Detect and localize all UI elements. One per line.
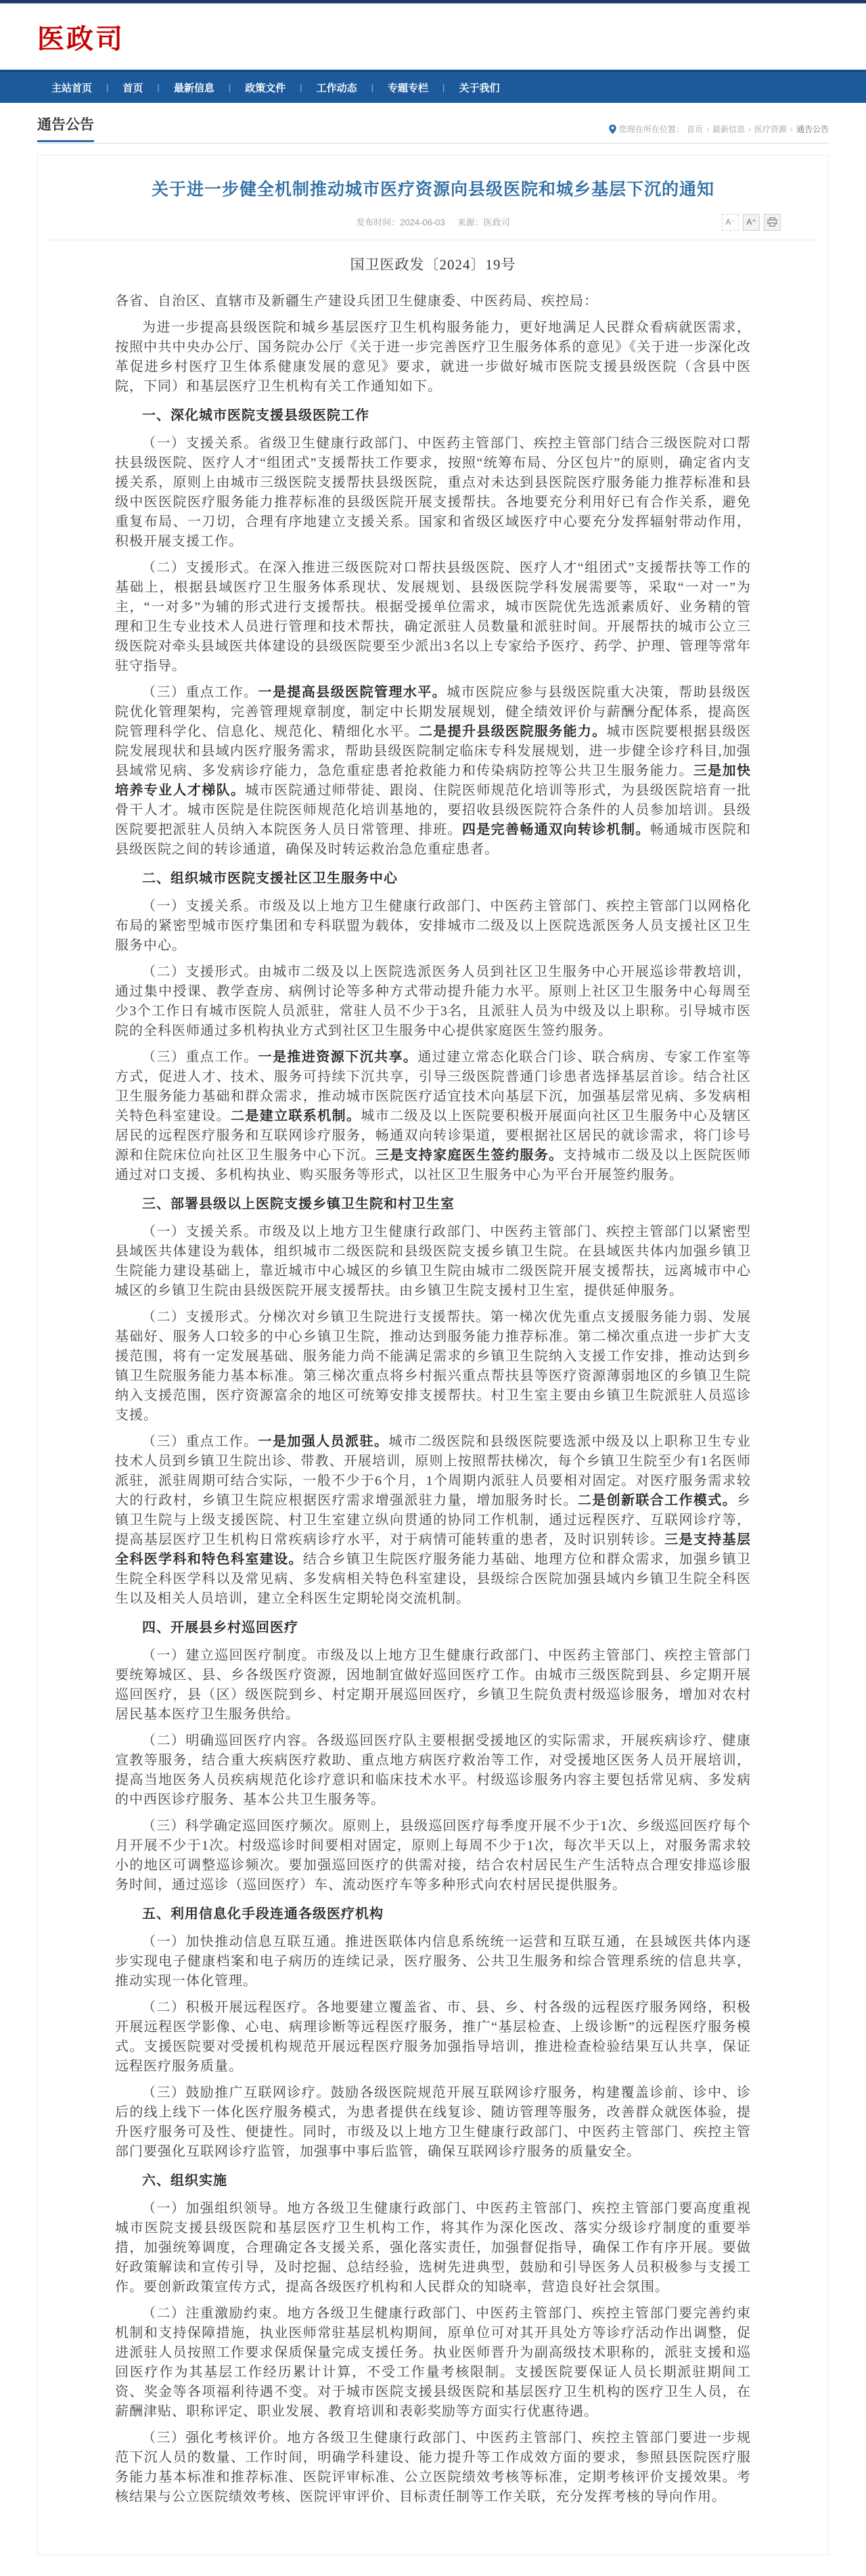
- bold-run: 三是支持家庭医生签约服务。: [375, 1147, 564, 1163]
- body-paragraph: [115, 1998, 751, 2077]
- breadcrumb-separator: ›: [748, 125, 751, 134]
- body-paragraph: [115, 2083, 751, 2162]
- bold-run: 六、组织实施: [142, 2173, 227, 2188]
- text-run: （二）支援形式。在深入推进三级医院对口帮扶县级医院、医疗人才“组团式”支援帮扶等工作的基础上，根据县域医疗卫生服务体系现状、发展规划、县级医院学科发展需要等，采取“一对一”为主，“一对多”为辅的形式进行支援帮扶。根据受援单位需求，城市医院优先选派素质好、业务精的管理和卫生专业技术人员进行管理和技术帮扶，确定派驻人员数量和派驻时间。开展帮扶的城市公立三级医院对牵头县域医共体建设的县级医院要至少派出3名以上专家给予医疗、药学、护理、管理等常年驻守指导。: [115, 560, 751, 673]
- nav-item-4[interactable]: 政策文件: [245, 82, 286, 94]
- font-decrease-button[interactable]: A⁻: [722, 214, 739, 231]
- source-value: 医政司: [483, 217, 510, 227]
- breadcrumb-separator: ›: [790, 125, 793, 134]
- main-nav: [0, 70, 866, 103]
- body-paragraph: [115, 962, 751, 1041]
- source-label: 来源：: [457, 217, 484, 227]
- text-run: 为进一步提高县级医院和城乡基层医疗卫生机构服务能力，更好地满足人民群众看病就医需求，按照中共中央办公厅、国务院办公厅《关于进一步完善医疗卫生服务体系的意见》《关于进一步深化改革促进乡村医疗卫生体系健康发展的意见》要求，就进一步做好城市医院支援县级医院（含县中医院，下同）和基层医疗卫生机构有关工作通知如下。: [115, 319, 751, 394]
- nav-separator: |: [371, 82, 374, 93]
- bold-run: 二是创新联合工作模式。: [577, 1492, 737, 1508]
- text-run: （三）重点工作。: [142, 1434, 258, 1449]
- text-run: （三）重点工作。: [142, 684, 258, 700]
- nav-item-5[interactable]: 工作动态: [316, 82, 357, 94]
- body-paragraph: [115, 1817, 751, 1895]
- text-run: （一）加快推动信息互联互通。推进医联体内信息系统统一运营和互联互通，在县域医共体内逐步实现电子健康档案和电子病历的连续记录，医疗服务、公共卫生服务和综合管理系统的信息共享，推动实现一体化管理。: [115, 1934, 751, 1989]
- article-toolbar: [722, 214, 781, 231]
- text-run: （一）支援关系。市级及以上地方卫生健康行政部门、中医药主管部门、疾控主管部门以紧密型县域医共体建设为载体，组织城市二级医院和县级医院支援乡镇卫生院。在县域医共体内加强乡镇卫生院能力建设基础上，靠近城市中心城区的乡镇卫生院由城市二级医院开展支援帮扶，远离城市中心城区的乡镇卫生院由县级医院开展支援帮扶。由乡镇卫生院支援村卫生室，提供延伸服务。: [115, 1224, 751, 1298]
- article-body: [115, 292, 751, 2507]
- text-run: 各省、自治区、直辖市及新疆生产建设兵团卫生健康委、中医药局、疾控局：: [115, 293, 598, 309]
- bold-run: 二是建立联系机制。: [230, 1108, 361, 1124]
- text-run: 城市医院通过师带徒、跟岗、住院医师规范化培训等形式，为县级医院培育一批骨干人才。城市医院是住院医师规范化培训基地的，要招收县级医院符合条件的人员参加培训。县级医院要把派驻人员纳入本院医务人员日常管理、排班。: [115, 782, 752, 837]
- bold-run: 四是完善畅通双向转诊机制。: [461, 822, 650, 837]
- section-heading: [115, 406, 751, 426]
- nav-item-2[interactable]: 首页: [122, 82, 143, 94]
- text-run: （二）明确巡回医疗内容。各级巡回医疗队主要根据受援地区的实际需求，开展疾病诊疗、健康宣教等服务，结合重大疾病医疗救助、重点地方病医疗救治等工作，对受援地区医务人员开展培训，提高当地医务人员疾病规范化诊疗意识和临床技术水平。村级巡诊服务内容主要包括常见病、多发病的中西医诊疗服务、基本公共卫生服务等。: [115, 1733, 751, 1807]
- body-paragraph: [115, 897, 751, 956]
- section-heading: [115, 1905, 751, 1924]
- breadcrumb-links: [687, 123, 829, 135]
- nav-item-1[interactable]: 主站首页: [51, 82, 93, 94]
- bold-run: 一是提高县级医院管理水平。: [258, 684, 447, 700]
- nav-separator: |: [157, 82, 160, 93]
- text-run: 结合乡镇卫生院医疗服务能力基础、地理方位和群众需求，加强乡镇卫生院全科医学科以及常见病、多发病相关特色科室建设，县级综合医院加强县域内乡镇卫生院全科医生以及相关人员培训，建立全科医生定期轮岗交流机制。: [115, 1551, 752, 1606]
- nav-item-6[interactable]: 专题专栏: [388, 82, 429, 94]
- bold-run: 二、组织城市医院支援社区卫生服务中心: [142, 870, 398, 886]
- bold-run: 二是提升县级医院服务能力。: [418, 724, 607, 739]
- nav-separator: |: [228, 82, 231, 93]
- text-run: （二）支援形式。由城市二级及以上医院选派医务人员到社区卫生服务中心开展巡诊带教培训，通过集中授课、教学查房、病例讨论等多种方式带动提升能力水平。原则上社区卫生服务中心每周至少3个工作日有城市医院人员派驻，常驻人员不少于3名，且派驻人员为中级及以上职称。引导城市医院的全科医师通过多机构执业方式到社区卫生服务中心提供家庭医生签约服务。: [115, 964, 751, 1038]
- text-run: （三）科学确定巡回医疗频次。原则上，县级巡回医疗每季度开展不少于1次、乡级巡回医疗每个月开展不少于1次。村级巡诊时间要相对固定，原则上每周不少于1次，每次半天以上，对服务需求较小的地区可调整巡诊频次。要加强巡回医疗的供需对接，结合农村居民生产生活特点合理安排巡诊服务时间，通过巡诊（巡回医疗）车、流动医疗车等多种形式向农村居民提供服务。: [115, 1818, 751, 1892]
- breadcrumb-prefix: 您现在所在位置：: [618, 125, 684, 134]
- nav-separator: |: [106, 82, 109, 93]
- article-title: 关于进一步健全机制推动城市医疗资源向县级医院和城乡基层下沉的通知: [151, 180, 714, 199]
- breadcrumb-link-3[interactable]: 医疗资源: [754, 125, 787, 134]
- section-heading: [115, 2171, 751, 2191]
- text-run: 支持城市二级及以上医院医师通过对口支援、多机构执业、购买服务等形式，以社区卫生服务中心为平台开展签约服务。: [115, 1147, 752, 1182]
- body-paragraph: [115, 1222, 751, 1301]
- body-paragraph: [115, 1932, 751, 1991]
- body-paragraph: [115, 2304, 751, 2422]
- nav-item-7[interactable]: 关于我们: [459, 82, 500, 94]
- print-button[interactable]: [764, 214, 781, 231]
- text-run: 通过建立常态化联合门诊、联合病房、专家工作室等方式，促进人才、技术、服务可持续下沉共享，引导三级医院普通门诊患者选择基层首诊。结合社区卫生服务能力基础和群众需求，推动城市医院医疗适宜技术向基层下沉，加强基层常见病、多发病相关特色科室建设。: [115, 1049, 752, 1124]
- text-run: 城市二级医院和县级医院要选派中级及以上职称卫生专业技术人员到乡镇卫生院出诊、带教、开展培训，原则上按照帮扶梯次，每个乡镇卫生院至少有1名医师派驻，派驻周期可结合实际，一般不少于6个月，1个周期内派驻人员要相对固定。对医疗服务需求较大的行政村，乡镇卫生院应根据医疗需求增强派驻力量，增加服务时长。: [115, 1434, 752, 1508]
- body-paragraph: [115, 1048, 751, 1185]
- body-paragraph: [115, 1308, 751, 1425]
- text-run: 城市二级及以上医院要积极开展面向社区卫生服务中心及辖区居民的远程医疗服务和互联网诊疗服务，畅通双向转诊渠道，要根据社区居民的就诊需求，将门诊号源和住院床位向社区卫生服务中心下沉。: [115, 1108, 752, 1163]
- bold-run: 一是加强人员派驻。: [258, 1434, 389, 1449]
- publish-time-label: 发布时间：: [356, 217, 401, 227]
- site-header: [0, 3, 866, 70]
- text-run: （一）支援关系。市级及以上地方卫生健康行政部门、中医药主管部门、疾控主管部门以网格化布局的紧密型城市医疗集团和专科联盟为载体，安排城市二级及以上医院选派医务人员支援社区卫生服务中心。: [115, 898, 751, 953]
- text-run: （二）注重激励约束。地方各级卫生健康行政部门、中医药主管部门、疾控主管部门要完善约束机制和支持保障措施，执业医师常驻基层机构期间，原单位可对其开具处方等诊疗活动作出调整，促进派驻人员按照工作要求保质保量完成支援任务。执业医师晋升为副高级技术职称的，派驻支援和巡回医疗作为其基层工作经历累计计算，不受工作量考核限制。支援医院要保证人员长期派驻期间工资、奖金等各项福利待遇不变。对于城市医院支援县级医院和基层医疗卫生机构的医疗卫生人员，在薪酬津贴、职称评定、职业发展、教育培训和表彰奖励等方面实行优惠待遇。: [115, 2305, 751, 2419]
- font-increase-button[interactable]: A⁺: [743, 214, 760, 231]
- bold-run: 三是加快培养专业人才梯队。: [115, 763, 752, 798]
- location-pin-icon: [609, 125, 616, 134]
- text-run: （二）支援形式。分梯次对乡镇卫生院进行支援帮扶。第一梯次优先重点支援服务能力弱、发展基础好、服务人口较多的中心乡镇卫生院，推动达到服务能力推荐标准。第二梯次重点进一步扩大支援范围，将有一定发展基础、服务能力尚不能满足需求的乡镇卫生院纳入支援工作安排，推动达到乡镇卫生院服务能力基本标准。第三梯次重点将乡村振兴重点帮扶县等医疗资源薄弱地区的乡镇卫生院纳入支援范围，医疗资源富余的地区可统筹安排支援帮扶。村卫生室主要由乡镇卫生院派驻人员巡诊支援。: [115, 1309, 751, 1423]
- publish-time-value: 2024-06-03: [400, 217, 445, 227]
- breadcrumb: [609, 123, 829, 135]
- bold-run: 三、部署县级以上医院支援乡镇卫生院和村卫生室: [142, 1196, 455, 1212]
- bold-run: 一、深化城市医院支援县级医院工作: [142, 407, 369, 423]
- text-run: 城市医院应参与县级医院重大决策，帮助县级医院优化管理架构，完善管理规章制度，制定中长期发展规划，健全绩效评价与薪酬分配体系，提高医院管理科学化、信息化、规范化、精细化水平。: [115, 684, 752, 739]
- section-heading: [115, 1618, 751, 1638]
- body-paragraph: [115, 2199, 751, 2297]
- page-section-title: 通告公告: [37, 114, 94, 142]
- body-paragraph: [115, 434, 751, 552]
- text-run: （一）加强组织领导。地方各级卫生健康行政部门、中医药主管部门、疾控主管部门要高度重视城市医院支援县级医院和基层医疗卫生机构工作，将其作为深化医改、落实分级诊疗制度的重要举措，加强统筹调度，合理确定各支援关系，强化落实责任，加强督促指导，确保工作有序开展。要做好政策解读和宣传引导，及时挖掘、总结经验，选树先进典型，鼓励和引导医务人员积极参与支援工作。要创新政策宣传方式，提高各级医疗机构和人民群众的知晓率，营造良好社会氛围。: [115, 2200, 751, 2294]
- bold-run: 四、开展县乡村巡回医疗: [142, 1620, 298, 1635]
- text-run: 畅通城市医院和县级医院之间的转诊通道，确保及时转运救治急危重症患者。: [115, 822, 752, 857]
- printer-icon: [767, 217, 777, 227]
- breadcrumb-link-2[interactable]: 最新信息: [712, 125, 745, 134]
- site-logo[interactable]: 医政司: [37, 24, 124, 54]
- text-run: （一）建立巡回医疗制度。市级及以上地方卫生健康行政部门、中医药主管部门、疾控主管部门要统筹城区、县、乡各级医疗资源，因地制宜做好巡回医疗工作。由城市三级医院到县、乡定期开展巡回医疗，县（区）级医院到乡、村定期开展巡回医疗，乡镇卫生院负责村级巡诊服务，增加对农村居民基本医疗卫生服务供给。: [115, 1647, 751, 1722]
- breadcrumb-row: [37, 114, 829, 143]
- salutation: [115, 292, 751, 311]
- body-paragraph: [115, 2428, 751, 2507]
- body-paragraph: [115, 558, 751, 676]
- bold-run: 一是推进资源下沉共享。: [258, 1049, 418, 1065]
- text-run: 城市医院要根据县级医院发展现状和县域内医疗服务需求，帮助县级医院制定临床专科发展规划，进一步健全诊疗科目,加强县域常见病、多发病诊疗能力，急危重症患者抢救能力和传染病防控等公共卫生服务能力。: [115, 724, 752, 778]
- breadcrumb-link-1[interactable]: 首页: [686, 125, 703, 134]
- breadcrumb-separator: ›: [706, 125, 709, 134]
- nav-item-3[interactable]: 最新信息: [173, 82, 214, 94]
- text-run: （二）积极开展远程医疗。各地要建立覆盖省、市、县、乡、村各级的远程医疗服务网络，积极开展远程医学影像、心电、病理诊断等远程医疗服务，推广“基层检查、上级诊断”的远程医疗服务模式。支援医院要对受援机构规范开展远程医疗服务加强指导培训，推进检查检验结果互认共享，保证远程医疗服务质量。: [115, 1999, 751, 2074]
- body-paragraph: [115, 318, 751, 397]
- document-number: 国卫医政发〔2024〕19号: [350, 256, 516, 273]
- nav-list: [37, 81, 514, 95]
- article-card: [37, 155, 829, 2555]
- body-paragraph: [115, 1432, 751, 1609]
- body-paragraph: [115, 1646, 751, 1725]
- bold-run: 五、利用信息化手段连通各级医疗机构: [142, 1906, 384, 1922]
- bold-run: 三是支持基层全科医学科和特色科室建设。: [115, 1532, 752, 1567]
- text-run: （三）强化考核评价。地方各级卫生健康行政部门、中医药主管部门、疾控主管部门要进一步规范下沉人员的数量、工作时间，明确学科建设、能力提升等工作成效方面的要求，参照县医院医疗服务能力基本标准和推荐标准、医院评审标准、公立医院绩效考核等标准，定期考核评价支援效果。考核结果与公立医院绩效考核、医院评审评价、目标责任制等工作关联，充分发挥考核的导向作用。: [115, 2430, 751, 2504]
- text-run: 乡镇卫生院与上级支援医院、村卫生室建立纵向贯通的协同工作机制，通过远程医疗、互联网诊疗等，提高基层医疗卫生机构日常疾病诊疗水平，对于病情可能转重的患者，及时识别转诊。: [115, 1492, 751, 1547]
- body-paragraph: [115, 1731, 751, 1810]
- nav-separator: |: [442, 82, 445, 93]
- text-run: （一）支援关系。省级卫生健康行政部门、中医药主管部门、疾控主管部门结合三级医院对口帮扶县级医院、医疗人才“组团式”支援帮扶工作要求，按照“统筹布局、分区包片”的原则，确定省内支援关系，原则上由城市三级医院支援帮扶县级医院，重点对未达到县医院医疗服务能力推荐标准和县级中医医院医疗服务能力推荐标准的县级医院开展支援帮扶。各地要充分利用好已有合作关系，避免重复布局、一刀切，合理有序地建立支援关系。国家和省级区域医疗中心要充分发挥辐射带动作用，积极开展支援工作。: [115, 435, 751, 549]
- section-heading: [115, 1195, 751, 1214]
- text-run: （三）鼓励推广互联网诊疗。鼓励各级医院规范开展互联网诊疗服务，构建覆盖诊前、诊中、诊后的线上线下一体化医疗服务模式，为患者提供在线复诊、随访管理等服务，改善群众就医体验，提升医疗服务可及性、便捷性。同时，市级及以上地方卫生健康行政部门、中医药主管部门、疾控主管部门要强化互联网诊疗监管，加强事中事后监管，确保互联网诊疗服务的质量安全。: [115, 2085, 751, 2159]
- article-meta-row: [115, 214, 756, 231]
- body-paragraph: [115, 683, 751, 860]
- text-run: （三）重点工作。: [142, 1049, 258, 1065]
- breadcrumb-current: 通告公告: [796, 125, 829, 134]
- nav-separator: |: [300, 82, 302, 93]
- section-heading: [115, 869, 751, 889]
